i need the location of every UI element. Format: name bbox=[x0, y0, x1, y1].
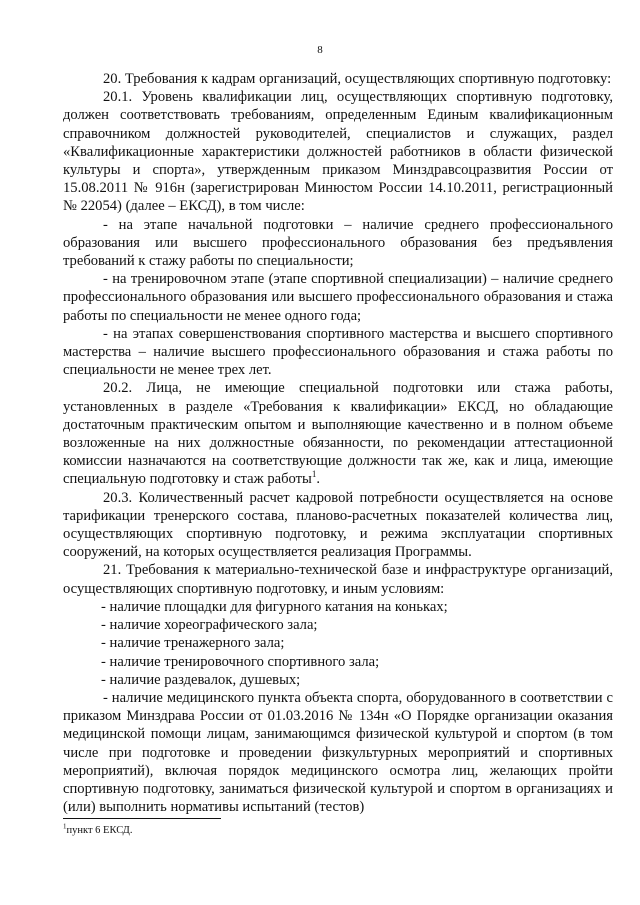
paragraph-20: 20. Требования к кадрам организаций, осуществляющих спортивную подготовку: bbox=[103, 71, 612, 87]
list-item-choreography-hall: - наличие хореографического зала; bbox=[101, 617, 318, 634]
paragraph-20-2-text: 20.2. Лица, не имеющие специальной подготовки или стажа работы, установленных в разделе «Требования к квалификации» ЕКСД, но обладающие достаточным практическим опытом и выполняющие качественно и в полном объеме возложенные на них должностные обязанности, по рекомендации аттестационной комиссии назначаются на соответствующие должности так же, как и лица, имеющие специальную подготовку и стаж работы bbox=[63, 380, 613, 488]
paragraph-mastery-stage: - на этапах совершенствования спортивного мастерства и высшего спортивного мастерства – наличие высшего профессионального образования и стажа работы по специальности не менее трех лет. bbox=[63, 325, 613, 379]
list-item-gym: - наличие тренажерного зала; bbox=[101, 635, 285, 652]
paragraph-training-stage: - на тренировочном этапе (этапе спортивной специализации) – наличие среднего профессионального образования или высшего профессионального образования и стажа работы по специальности не менее одного года; bbox=[63, 271, 613, 324]
paragraph-20-3: 20.3. Количественный расчет кадровой потребности осуществляется на основе тарификации тренерского состава, планово-расчетных показателей количества лиц, осуществляющих спортивную подготовку, и режима эксплуатации спортивных сооружений, на которых осуществляется реализация Программы. bbox=[63, 489, 613, 561]
footnote-text: пункт 6 ЕКСД. bbox=[66, 825, 133, 836]
list-item-skating-rink: - наличие площадки для фигурного катания на коньках; bbox=[101, 598, 448, 615]
page-number: 8 bbox=[317, 44, 323, 56]
footnote bbox=[63, 824, 603, 837]
paragraph-20-2-tail: . bbox=[316, 471, 320, 488]
list-item-locker-rooms: - наличие раздевалок, душевых; bbox=[101, 671, 301, 688]
paragraph-20-2 bbox=[63, 379, 613, 488]
paragraph-initial-stage: - на этапе начальной подготовки – наличие среднего профессионального образования или высшего профессионального образования без предъявления требований к стажу работы по специальности; bbox=[63, 216, 613, 270]
footnote-marker: 1 bbox=[63, 822, 67, 831]
footnote-divider bbox=[63, 818, 221, 819]
document-body bbox=[63, 70, 613, 816]
paragraph-medical-point: - наличие медицинского пункта объекта спорта, оборудованного в соответствии с приказом Минздрава России от 01.03.2016 № 134н «О Порядке организации оказания медицинской помощи лицам, занимающимся физической культурой и спортом (в том числе при подготовке и проведении физкультурных мероприятий и спортивных мероприятий), включая порядок медицинского осмотра лиц, желающих пройти спортивную подготовку, заниматься физической культурой и спортом в организациях и (или) выполнить нормативы испытаний (тестов) bbox=[63, 689, 613, 816]
paragraph-21: 21. Требования к материально-технической базе и инфраструктуре организаций, осуществляющих спортивную подготовку, и иным условиям: bbox=[63, 562, 613, 597]
list-item-sports-hall: - наличие тренировочного спортивного зала; bbox=[101, 653, 380, 670]
footnote-reference: 1 bbox=[311, 469, 317, 480]
paragraph-20-1: 20.1. Уровень квалификации лиц, осуществляющих спортивную подготовку, должен соответствовать требованиям, определенным Единым квалификационным справочником должностей руководителей, специалистов и служащих, раздел «Квалификационные характеристики должностей работников в области физической культуры и спорта», утвержденным приказом Минздравсоцразвития России от 15.08.2011 № 916н (зарегистрирован Минюстом России 14.10.2011, регистрационный № 22054) (далее – ЕКСД), в том числе: bbox=[63, 89, 613, 215]
